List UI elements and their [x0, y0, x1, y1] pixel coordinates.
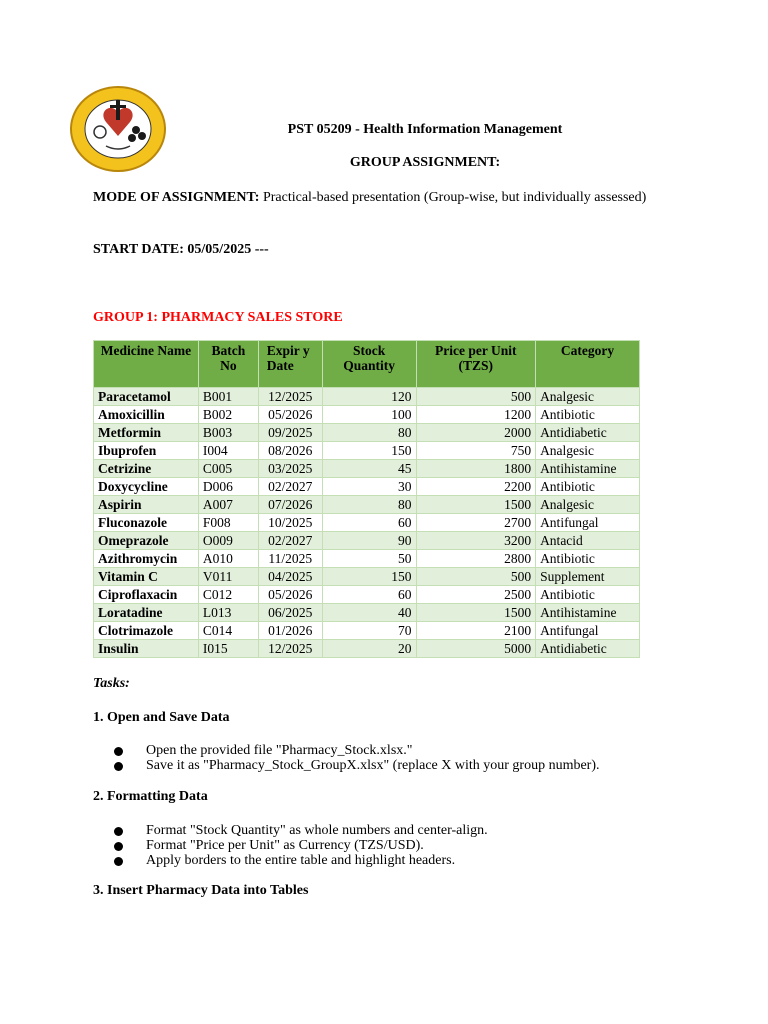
table-cell: Doxycycline — [94, 478, 199, 496]
table-cell: D006 — [198, 478, 258, 496]
table-cell: 70 — [322, 622, 416, 640]
table-cell: 500 — [416, 568, 536, 586]
table-cell: 02/2027 — [258, 532, 322, 550]
table-cell: 2000 — [416, 424, 536, 442]
table-cell: 500 — [416, 388, 536, 406]
table-cell: Antibiotic — [536, 550, 640, 568]
table-cell: Antifungal — [536, 622, 640, 640]
table-cell: Ibuprofen — [94, 442, 199, 460]
table-cell: Ciproflaxacin — [94, 586, 199, 604]
bullet-icon — [114, 747, 123, 756]
table-cell: 05/2026 — [258, 586, 322, 604]
table-cell: 11/2025 — [258, 550, 322, 568]
bullet-icon — [114, 842, 123, 851]
table-row — [94, 514, 640, 532]
table-cell: Amoxicillin — [94, 406, 199, 424]
bullet-icon — [114, 762, 123, 771]
header-category: Category — [536, 341, 640, 388]
table-cell: 03/2025 — [258, 460, 322, 478]
list-item-text: Format "Stock Quantity" as whole numbers and center-align. — [146, 823, 488, 838]
table-cell: Omeprazole — [94, 532, 199, 550]
table-cell: 1500 — [416, 604, 536, 622]
table-cell: Analgesic — [536, 442, 640, 460]
header-batch-no: Batch No — [198, 341, 258, 388]
table-cell: B001 — [198, 388, 258, 406]
table-cell: 09/2025 — [258, 424, 322, 442]
bullet-icon — [114, 827, 123, 836]
table-cell: V011 — [198, 568, 258, 586]
table-cell: 2800 — [416, 550, 536, 568]
table-cell: 750 — [416, 442, 536, 460]
table-cell: 06/2025 — [258, 604, 322, 622]
table-cell: 30 — [322, 478, 416, 496]
table-cell: 04/2025 — [258, 568, 322, 586]
header-stock-quantity: Stock Quantity — [322, 341, 416, 388]
table-cell: 2200 — [416, 478, 536, 496]
table-cell: 07/2026 — [258, 496, 322, 514]
table-cell: A010 — [198, 550, 258, 568]
table-row — [94, 460, 640, 478]
table-cell: 02/2027 — [258, 478, 322, 496]
table-cell: C005 — [198, 460, 258, 478]
table-cell: 2700 — [416, 514, 536, 532]
table-cell: Antacid — [536, 532, 640, 550]
table-cell: 2100 — [416, 622, 536, 640]
table-cell: 120 — [322, 388, 416, 406]
tasks-label: Tasks: — [93, 676, 130, 691]
list-item — [112, 823, 488, 838]
table-row — [94, 442, 640, 460]
list-item — [112, 743, 600, 758]
table-cell: Vitamin C — [94, 568, 199, 586]
table-cell: 20 — [322, 640, 416, 658]
table-row — [94, 550, 640, 568]
table-cell: Analgesic — [536, 496, 640, 514]
table-row — [94, 586, 640, 604]
table-cell: 60 — [322, 586, 416, 604]
table-cell: Antihistamine — [536, 460, 640, 478]
table-cell: Antihistamine — [536, 604, 640, 622]
table-cell: A007 — [198, 496, 258, 514]
table-cell: Metformin — [94, 424, 199, 442]
bullet-icon — [114, 857, 123, 866]
table-cell: 05/2026 — [258, 406, 322, 424]
table-cell: 01/2026 — [258, 622, 322, 640]
table-cell: 12/2025 — [258, 640, 322, 658]
table-cell: 90 — [322, 532, 416, 550]
list-item-text: Open the provided file "Pharmacy_Stock.xlsx." — [146, 743, 413, 758]
table-cell: 80 — [322, 496, 416, 514]
table-cell: 60 — [322, 514, 416, 532]
table-cell: Loratadine — [94, 604, 199, 622]
table-row — [94, 496, 640, 514]
table-cell: L013 — [198, 604, 258, 622]
table-cell: Antidiabetic — [536, 640, 640, 658]
table-cell: 2500 — [416, 586, 536, 604]
table-cell: Clotrimazole — [94, 622, 199, 640]
table-cell: 45 — [322, 460, 416, 478]
table-cell: Antifungal — [536, 514, 640, 532]
table-cell: I004 — [198, 442, 258, 460]
task-3-title: 3. Insert Pharmacy Data into Tables — [93, 883, 309, 898]
table-cell: Azithromycin — [94, 550, 199, 568]
table-cell: Antibiotic — [536, 406, 640, 424]
table-cell: 50 — [322, 550, 416, 568]
table-cell: 10/2025 — [258, 514, 322, 532]
group-heading: GROUP 1: PHARMACY SALES STORE — [93, 310, 343, 325]
table-cell: 40 — [322, 604, 416, 622]
table-cell: 3200 — [416, 532, 536, 550]
table-row — [94, 424, 640, 442]
table-row — [94, 622, 640, 640]
table-cell: Fluconazole — [94, 514, 199, 532]
table-row — [94, 604, 640, 622]
list-item-text: Save it as "Pharmacy_Stock_GroupX.xlsx" (replace X with your group number). — [146, 758, 600, 773]
table-row — [94, 406, 640, 424]
table-cell: O009 — [198, 532, 258, 550]
pharmacy-stock-table — [93, 340, 640, 658]
task-2-list — [112, 823, 488, 868]
table-cell: B002 — [198, 406, 258, 424]
list-item-text: Apply borders to the entire table and highlight headers. — [146, 853, 456, 868]
table-cell: Cetrizine — [94, 460, 199, 478]
table-cell: 08/2026 — [258, 442, 322, 460]
table-cell: Insulin — [94, 640, 199, 658]
table-cell: 1500 — [416, 496, 536, 514]
table-cell: F008 — [198, 514, 258, 532]
table-cell: Supplement — [536, 568, 640, 586]
header-medicine-name: Medicine Name — [94, 341, 199, 388]
table-cell: Aspirin — [94, 496, 199, 514]
course-title: PST 05209 - Health Information Management — [287, 122, 563, 137]
table-cell: Antidiabetic — [536, 424, 640, 442]
table-cell: B003 — [198, 424, 258, 442]
mode-text: Practical-based presentation (Group-wise, but individually assessed) — [259, 190, 647, 205]
start-date: START DATE: 05/05/2025 --- — [93, 242, 269, 257]
table-cell: 80 — [322, 424, 416, 442]
task-1-list — [112, 743, 600, 773]
header-expiry-date: Expir y Date — [258, 341, 322, 388]
table-cell: Antibiotic — [536, 586, 640, 604]
table-cell: C014 — [198, 622, 258, 640]
table-cell: Analgesic — [536, 388, 640, 406]
table-cell: 12/2025 — [258, 388, 322, 406]
task-2-title: 2. Formatting Data — [93, 789, 208, 804]
table-row — [94, 478, 640, 496]
list-item — [112, 853, 488, 868]
assignment-type: GROUP ASSIGNMENT: — [349, 155, 501, 170]
list-item-text: Format "Price per Unit" as Currency (TZS/USD). — [146, 838, 424, 853]
table-cell: Antibiotic — [536, 478, 640, 496]
table-header-row — [94, 341, 640, 388]
table-row — [94, 640, 640, 658]
table-cell: 1200 — [416, 406, 536, 424]
mode-label: MODE OF ASSIGNMENT: — [93, 190, 260, 205]
list-item — [112, 758, 600, 773]
table-cell: 1800 — [416, 460, 536, 478]
table-cell: C012 — [198, 586, 258, 604]
table-row — [94, 388, 640, 406]
table-cell: 100 — [322, 406, 416, 424]
table-cell: Paracetamol — [94, 388, 199, 406]
table-cell: I015 — [198, 640, 258, 658]
header-price-per-unit: Price per Unit (TZS) — [416, 341, 536, 388]
list-item — [112, 838, 488, 853]
table-row — [94, 532, 640, 550]
task-1-title: 1. Open and Save Data — [93, 710, 230, 725]
table-row — [94, 568, 640, 586]
table-cell: 150 — [322, 442, 416, 460]
table-cell: 5000 — [416, 640, 536, 658]
mode-of-assignment — [93, 190, 673, 206]
table-cell: 150 — [322, 568, 416, 586]
